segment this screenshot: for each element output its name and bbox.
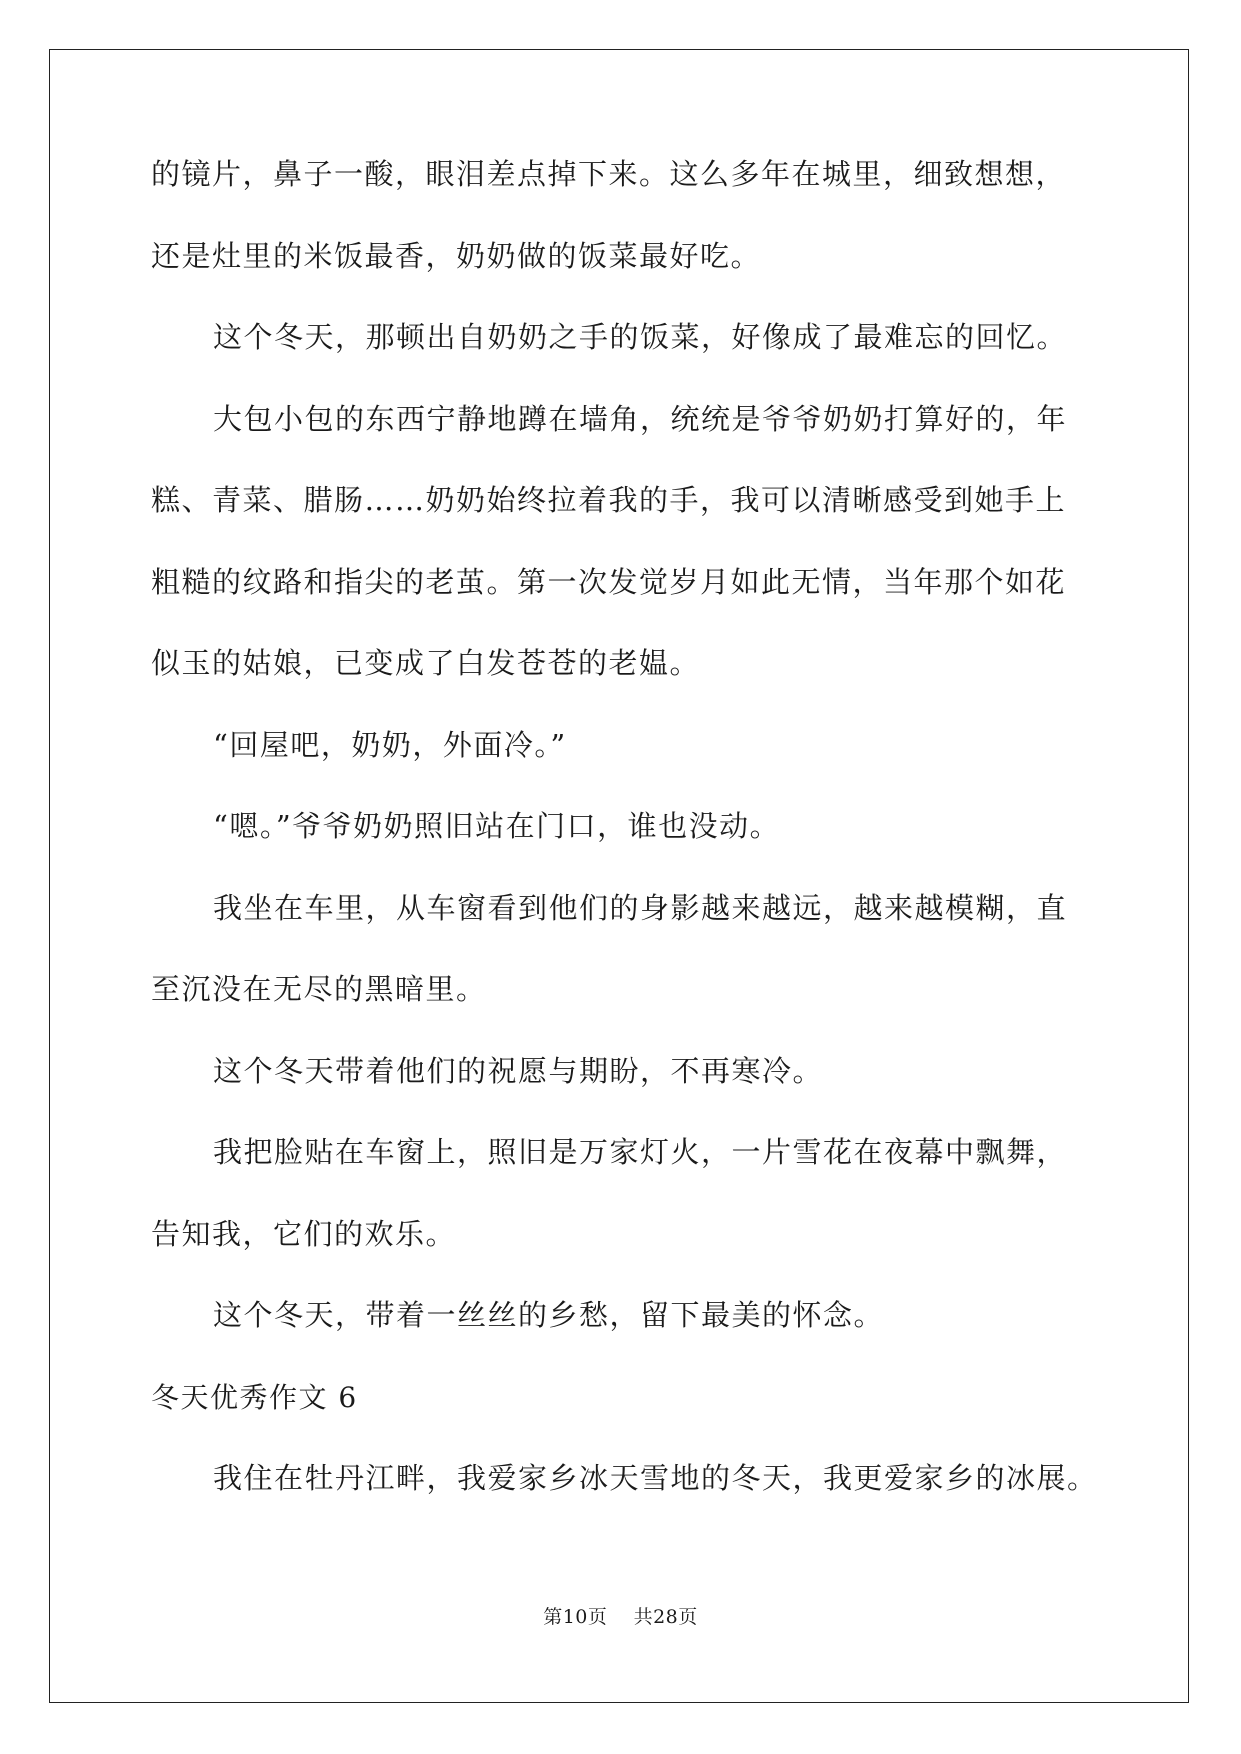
paragraph-start-line: 这个冬天带着他们的祝愿与期盼，不再寒冷。 <box>213 1053 824 1088</box>
document-body <box>151 157 1098 1546</box>
section-heading: 冬天优秀作文 6 <box>151 1380 358 1414</box>
dialogue-line: “回屋吧，奶奶，外面冷。” <box>213 727 567 762</box>
text-line: 还是灶里的米饭最香，奶奶做的饭菜最好吃。 <box>151 238 762 273</box>
total-label-suffix: 页 <box>678 1606 698 1628</box>
text-line: 的镜片，鼻子一酸，眼泪差点掉下来。这么多年在城里，细致想想， <box>151 157 1067 191</box>
paragraph-start-line: 这个冬天，那顿出自奶奶之手的饭菜，好像成了最难忘的回忆。 <box>213 320 1068 354</box>
total-label-prefix: 共 <box>633 1606 654 1628</box>
page-label-prefix: 第 <box>543 1606 563 1628</box>
page-number: 10 <box>562 1606 588 1628</box>
text-line: 粗糙的纹路和指尖的老茧。第一次发觉岁月如此无情，当年那个如花 <box>151 564 1067 599</box>
paragraph-start-line: 我住在牡丹江畔，我爱家乡冰天雪地的冬天，我更爱家乡的冰展。 <box>213 1461 1098 1495</box>
dialogue-line: “嗯。”爷爷奶奶照旧站在门口，谁也没动。 <box>213 809 781 843</box>
paragraph-start-line: 我坐在车里，从车窗看到他们的身影越来越远，越来越模糊，直 <box>213 890 1068 925</box>
paragraph-start-line: 大包小包的东西宁静地蹲在墙角，统统是爷爷奶奶打算好的，年 <box>213 401 1068 436</box>
paragraph-start-line: 这个冬天，带着一丝丝的乡愁，留下最美的怀念。 <box>213 1298 885 1332</box>
text-line: 糕、青菜、腊肠……奶奶始终拉着我的手，我可以清晰感受到她手上 <box>151 483 1067 517</box>
text-line: 至沉没在无尽的黑暗里。 <box>151 972 487 1006</box>
text-line: 告知我，它们的欢乐。 <box>151 1216 457 1251</box>
paragraph-start-line: 我把脸贴在车窗上，照旧是万家灯火，一片雪花在夜幕中飘舞， <box>213 1135 1068 1169</box>
text-line: 似玉的姑娘，已变成了白发苍苍的老媪。 <box>151 646 701 680</box>
total-pages: 28 <box>653 1606 679 1628</box>
page-footer <box>0 1602 1241 1629</box>
page-label-suffix: 页 <box>587 1606 608 1628</box>
